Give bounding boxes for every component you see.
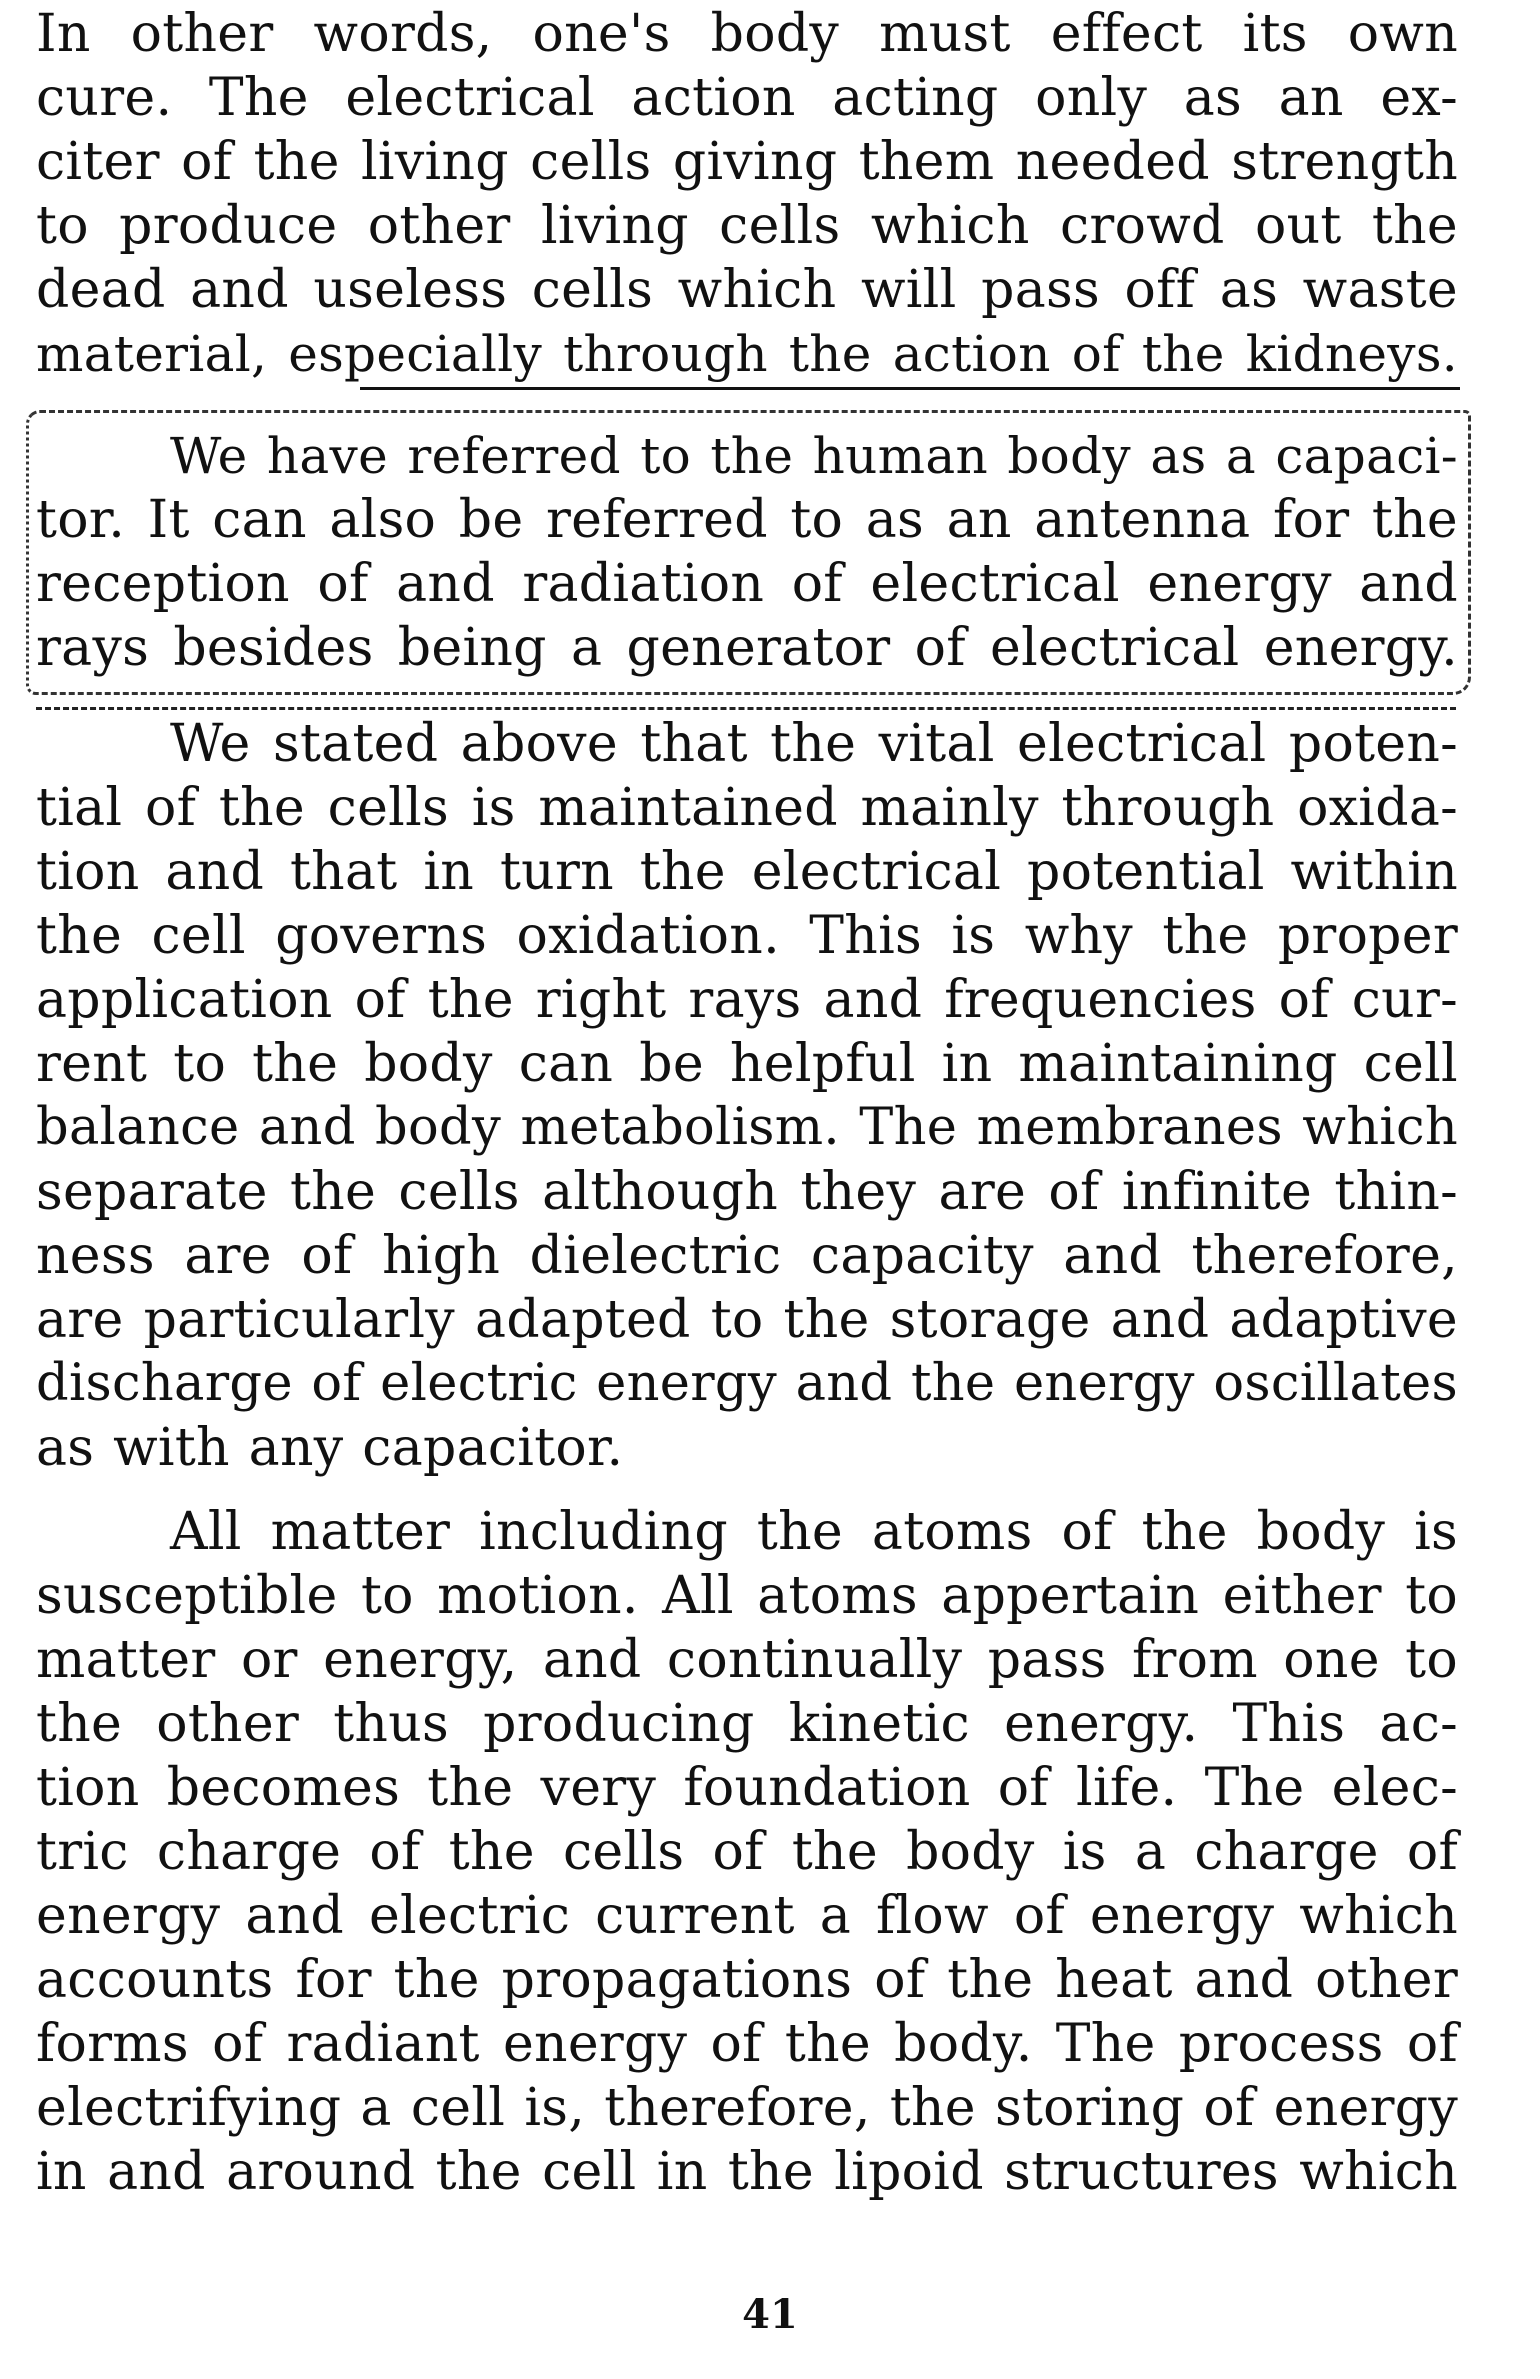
- text-line: the cell governs oxidation. This is why the proper: [36, 906, 1458, 966]
- text-line: dead and useless cells which will pass off as waste: [36, 260, 1458, 320]
- text-line: rays besides being a generator of electrical energy.: [36, 618, 1458, 678]
- handwritten-underline: [360, 387, 1460, 390]
- text-line: tion becomes the very foundation of life. The elec-: [36, 1758, 1458, 1818]
- page-number: 41: [742, 2291, 798, 2338]
- text-line: tion and that in turn the electrical potential within: [36, 842, 1458, 902]
- text-line: We have referred to the human body as a capaci-: [170, 427, 1458, 485]
- text-line: susceptible to motion. All atoms appertain either to: [36, 1566, 1458, 1626]
- text-line: ness are of high dielectric capacity and therefore,: [36, 1226, 1458, 1286]
- text-line: In other words, one's body must effect its own: [36, 4, 1458, 64]
- text-line: discharge of electric energy and the energy oscillates: [36, 1354, 1458, 1413]
- text-line: forms of radiant energy of the body. The process of: [36, 2014, 1458, 2074]
- text-line: matter or energy, and continually pass from one to: [36, 1630, 1458, 1690]
- text-line: in and around the cell in the lipoid structures which: [36, 2142, 1458, 2202]
- text-line: to produce other living cells which crowd out the: [36, 196, 1458, 256]
- text-line: application of the right rays and frequencies of cur-: [36, 970, 1458, 1030]
- text-line: material, especially through the action of the kidneys.: [36, 325, 1458, 383]
- text-line: are particularly adapted to the storage and adaptive: [36, 1290, 1458, 1350]
- text-line: tric charge of the cells of the body is a charge of: [36, 1822, 1458, 1882]
- text-line: the other thus producing kinetic energy. This ac-: [36, 1694, 1458, 1754]
- text-line: accounts for the propagations of the heat and other: [36, 1950, 1458, 2010]
- text-line: as with any capacitor.: [36, 1418, 624, 1478]
- text-line: cure. The electrical action acting only as an ex-: [36, 68, 1458, 128]
- text-line: separate the cells although they are of infinite thin-: [36, 1162, 1458, 1222]
- text-line: citer of the living cells giving them needed strength: [36, 132, 1458, 192]
- text-line: electrifying a cell is, therefore, the storing of energy: [36, 2078, 1458, 2138]
- text-line: tor. It can also be referred to as an antenna for the: [36, 490, 1458, 550]
- text-line: rent to the body can be helpful in maintaining cell: [36, 1034, 1458, 1094]
- text-line: tial of the cells is maintained mainly through oxida-: [36, 778, 1458, 838]
- text-line: All matter including the atoms of the body is: [170, 1502, 1458, 1562]
- text-line: energy and electric current a flow of energy which: [36, 1886, 1458, 1946]
- text-line: We stated above that the vital electrical poten-: [170, 714, 1458, 774]
- handwritten-dashed-line: [36, 707, 1456, 710]
- text-line: balance and body metabolism. The membranes which: [36, 1098, 1458, 1157]
- text-line: reception of and radiation of electrical energy and: [36, 554, 1458, 614]
